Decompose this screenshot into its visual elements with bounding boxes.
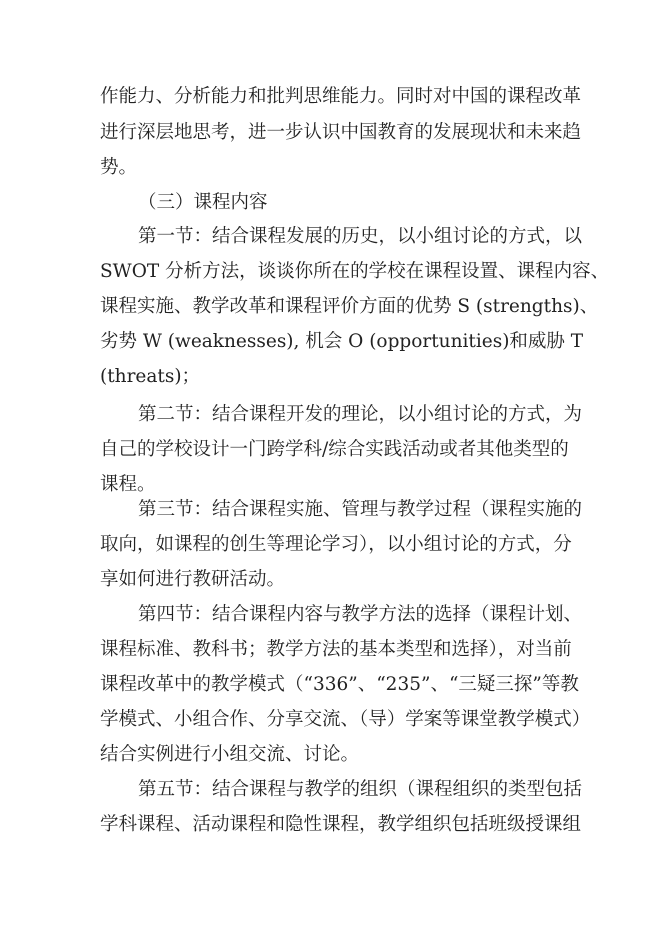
text-line: 第三节：结合课程实施、管理与教学过程（课程实施的: [138, 499, 583, 520]
text-line: 第一节：结合课程发展的历史，以小组讨论的方式，以: [138, 226, 583, 247]
text-line: 课程。: [100, 474, 156, 495]
text-line: 享如何进行教研活动。: [100, 569, 286, 590]
text-line: 第四节：结合课程内容与教学方法的选择（课程计划、: [138, 604, 583, 625]
text-line: 课程标准、教科书；教学方法的基本类型和选择），对当前: [100, 639, 572, 660]
text-line: 作能力、分析能力和批判思维能力。同时对中国的课程改革: [100, 86, 582, 107]
text-line: 学科课程、活动课程和隐性课程，教学组织包括班级授课组: [100, 814, 582, 835]
text-line: 取向，如课程的创生等理论学习），以小组讨论的方式，分: [100, 534, 572, 555]
text-line: 势。: [100, 157, 138, 178]
text-line: 第二节：结合课程开发的理论，以小组讨论的方式，为: [138, 404, 583, 425]
text-line: 劣势 W (weaknesses), 机会 O (opportunities)和威胁 T: [100, 331, 584, 352]
text-line: 学模式、小组合作、分享交流、（导）学案等课堂教学模式）: [100, 709, 591, 730]
text-line: 课程改革中的教学模式（“336”、“235”、“三疑三探”等教: [100, 674, 579, 695]
text-line: （三）课程内容: [138, 192, 268, 213]
text-line: SWOT 分析方法，谈谈你所在的学校在课程设置、课程内容、: [100, 261, 610, 282]
text-line: 结合实例进行小组交流、讨论。: [100, 744, 360, 765]
text-line: (threats)；: [100, 366, 201, 387]
text-line: 课程实施、教学改革和课程评价方面的优势 S (strengths)、: [100, 296, 599, 317]
text-line: 第五节：结合课程与教学的组织（课程组织的类型包括: [138, 779, 583, 800]
text-line: 自己的学校设计一门跨学科/综合实践活动或者其他类型的: [100, 439, 569, 460]
text-line: 进行深层地思考，进一步认识中国教育的发展现状和未来趋: [100, 122, 582, 143]
